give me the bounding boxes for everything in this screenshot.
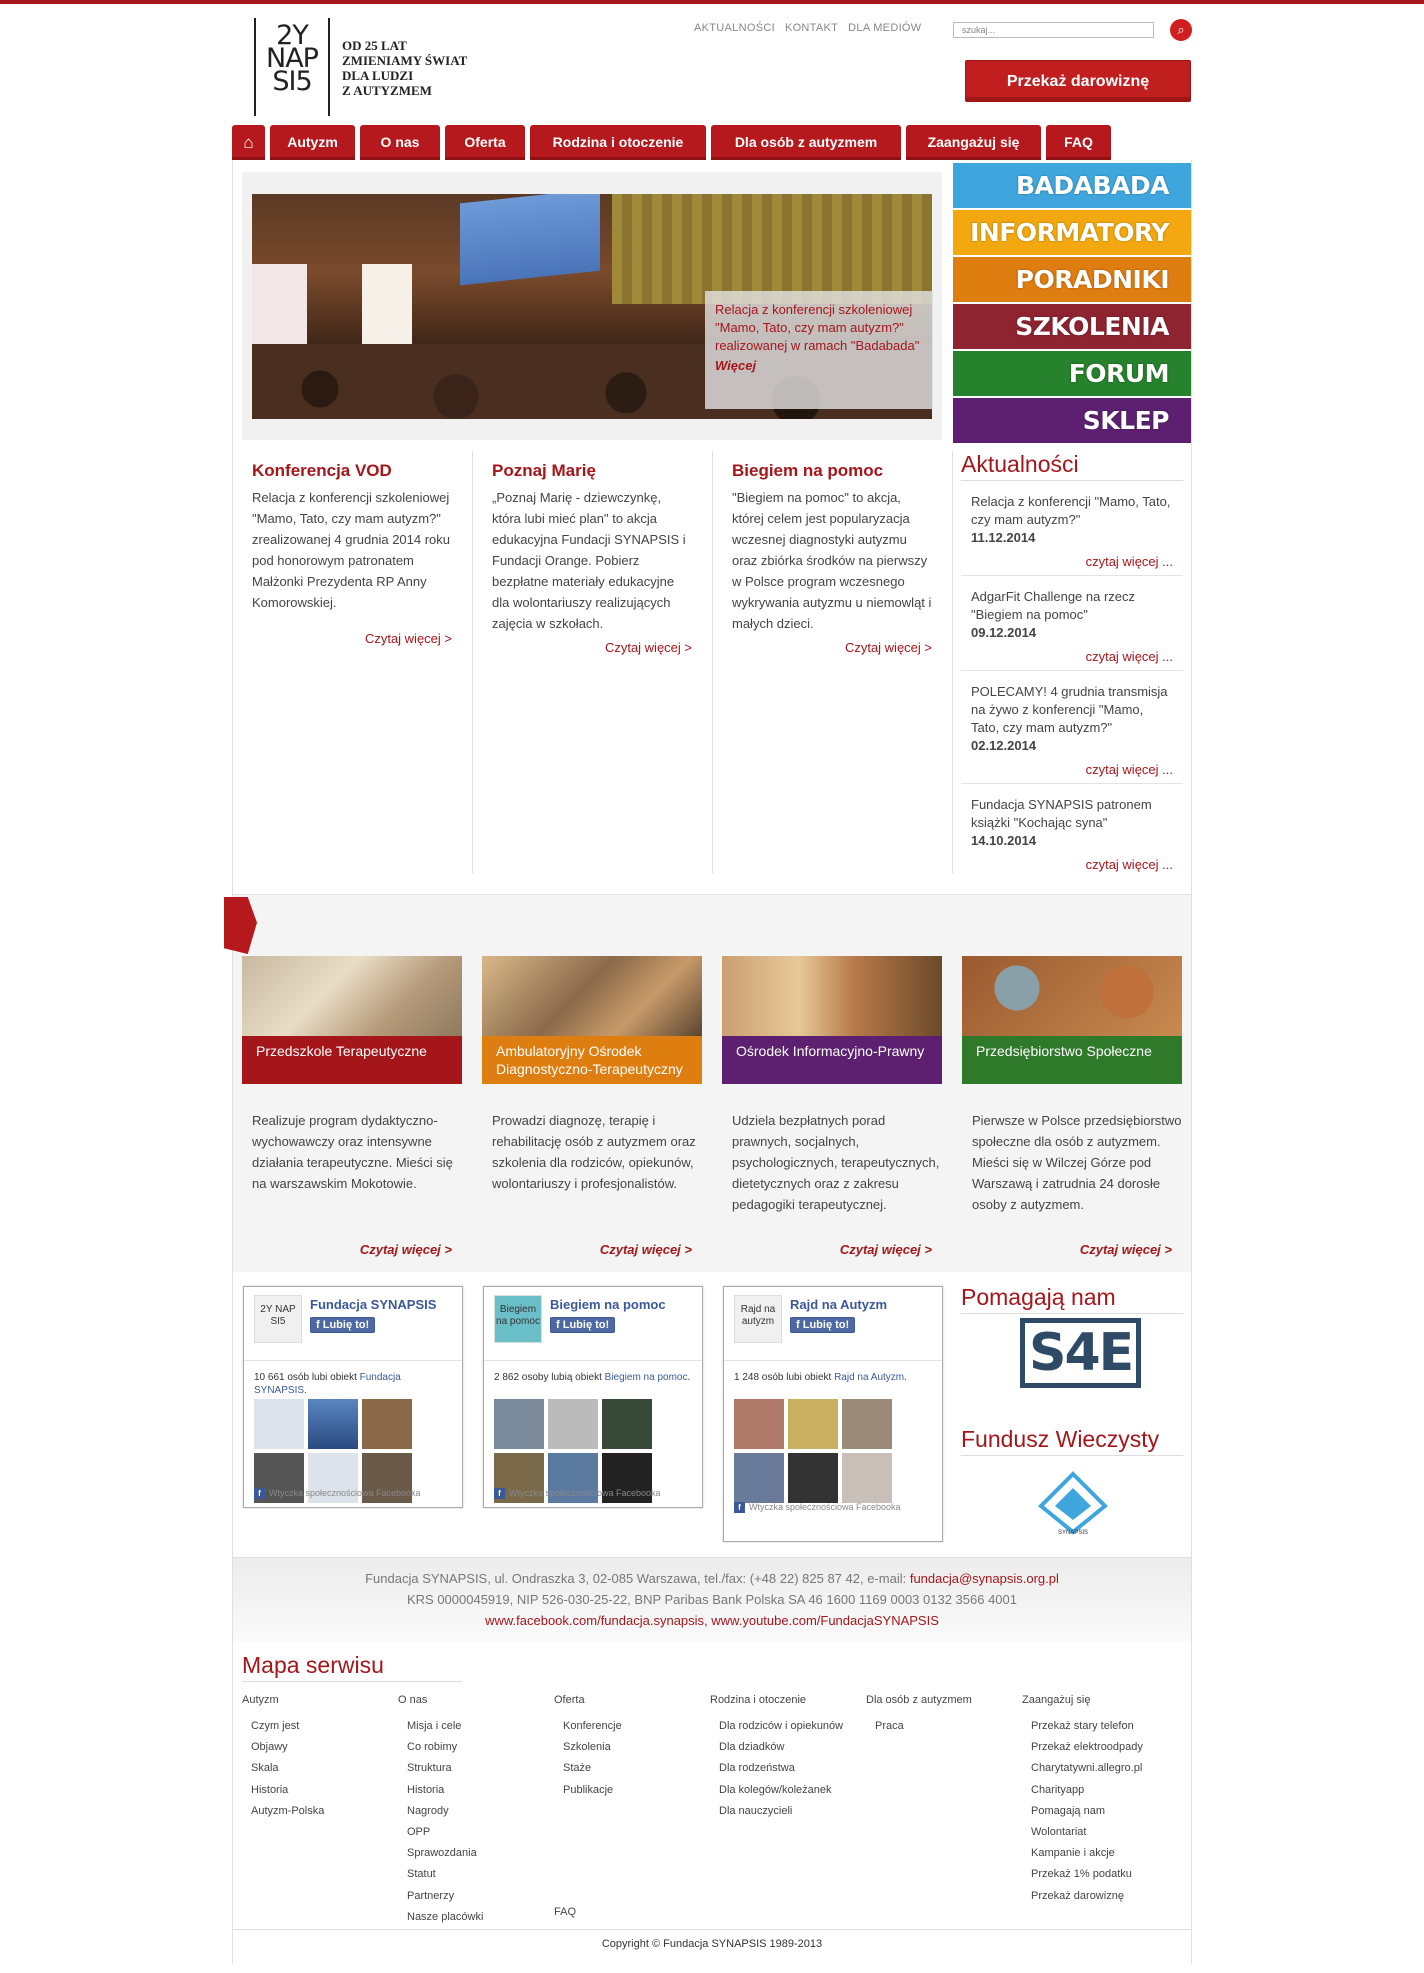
fund-block [961,1426,1183,1456]
facebook-widget-rajd [723,1286,943,1542]
hero-screen [460,194,600,285]
unit-photo[interactable] [962,956,1182,1036]
news-more-link[interactable]: czytaj więcej ... [1085,762,1173,777]
fb-face[interactable] [734,1399,784,1449]
menu-item-rodzina[interactable]: Rodzina i otoczenie [530,125,706,160]
sitemap-link[interactable]: Przekaż 1% podatku [1031,1868,1132,1881]
main-menu [232,125,1116,160]
search-button[interactable] [1170,19,1192,41]
fb-plugin-footer: f Wtyczka społecznościowa Facebooka [254,1488,421,1499]
news-date: 09.12.2014 [971,625,1037,640]
top-link-contact[interactable]: KONTAKT [784,22,839,34]
fb-like-button[interactable]: f Lubię to! [550,1317,615,1333]
sitemap-link[interactable]: Wolontariat [1031,1826,1087,1839]
sitemap-col-o-nas [398,1694,483,1928]
news-item[interactable]: POLECAMY! 4 grudnia transmisja na żywo z konferencji "Mamo, Tato, czy mam autyzm?" 02.12.2014 czytaj więcej ... [961,671,1183,784]
unit-photo[interactable] [242,956,462,1036]
unit-label[interactable]: Przedszkole Terapeutyczne [242,1036,462,1084]
column-text: „Poznaj Marię - dziewczynkę, która lubi mieć plan" to akcja edukacyjna Fundacji SYNAPSIS i Fundacji Orange. Pobierz bezpłatne materiały edukacyjne dla wolontariuszy realizujących zajęcia w szkołach. [492,490,686,631]
sitemap-heading[interactable]: FAQ [554,1906,577,1918]
fundusz-wieczysty-logo[interactable]: SYNAPSIS [1033,1470,1113,1540]
logo-tagline: OD 25 LAT ZMIENIAMY ŚWIAT DLA LUDZI Z AUTYZMEM [342,38,468,98]
donate-button[interactable]: Przekaż darowiznę [965,60,1191,102]
search-icon: ⌕ [1177,22,1185,37]
menu-item-zaangazuj[interactable]: Zaangażuj się [906,125,1041,160]
sitemap-link[interactable]: Przekaż stary telefon [1031,1720,1134,1732]
top-link-news[interactable]: AKTUALNOŚCI [694,22,775,34]
s4e-logo[interactable]: S4E [1020,1323,1141,1383]
column-biegiem [712,451,952,874]
sitemap-link[interactable]: Przekaż elektroodpady [1031,1741,1143,1754]
sitemap-link[interactable]: Dla dziadków [719,1741,785,1754]
top-nav [694,22,921,34]
hero-caption: Relacja z konferencji szkoleniowej "Mamo, Tato, czy mam autyzm?" realizowanej w ramach "Badabada" [715,302,920,353]
fb-face[interactable] [842,1453,892,1503]
facebook-widget-synapsis [243,1286,463,1508]
read-more-link[interactable]: Czytaj więcej > [599,1242,692,1257]
copyright: Copyright © Fundacja SYNAPSIS 1989-2013 [233,1929,1191,1950]
tile-informatory[interactable]: INFORMATORY [953,210,1191,255]
unit-card-osrodek-diagnostyczny [482,956,702,1257]
sitemap-link[interactable]: Dla nauczycieli [719,1804,793,1817]
sitemap-link[interactable]: Dla kolegów/koleżanek [719,1783,832,1796]
sitemap-link[interactable]: Publikacje [563,1783,614,1796]
column-title[interactable]: Biegiem na pomoc [732,461,884,480]
sitemap-col-zaangazuj [1022,1694,1143,1907]
fb-face[interactable] [362,1399,412,1449]
sitemap-col-rodzina [710,1694,843,1822]
sitemap-link[interactable]: Sprawozdania [407,1847,477,1860]
footer-contact: Fundacja SYNAPSIS, ul. Ondraszka 3, 02-085 Warszawa, tel./fax: (+48 22) 825 87 42, e-mail: fundacja@synapsis.org.pl KRS 0000045919, NIP 526-030-25-22, BNP Paribas Bank Polska SA 46 1600 1169 0003 0132 3566 4001 www.facebook.com/fundacja.synapsis, www.youtube.com/FundacjaSYNAPSIS [233,1557,1191,1641]
sitemap-link[interactable]: Co robimy [407,1741,458,1754]
fb-face[interactable] [308,1399,358,1449]
column-konferencja [232,451,472,874]
fb-avatar[interactable]: Biegiem na pomoc [494,1295,542,1343]
menu-item-faq[interactable]: FAQ [1046,125,1111,160]
sitemap-link[interactable]: Partnerzy [407,1889,455,1902]
fund-title: Fundusz Wieczysty [961,1426,1183,1456]
facebook-widget-biegiem [483,1286,703,1508]
news-more-link[interactable]: czytaj więcej ... [1085,857,1173,872]
column-title[interactable]: Konferencja VOD [252,461,392,480]
sitemap-link[interactable]: Historia [251,1783,289,1796]
fb-plugin-footer: f Wtyczka społecznościowa Facebooka [494,1488,661,1499]
fb-like-count: 2 862 osoby lubią obiekt Biegiem na pomoc. [494,1372,691,1383]
footer-youtube-link[interactable]: www.youtube.com/FundacjaSYNAPSIS [711,1613,939,1628]
read-more-link[interactable]: Czytaj więcej > [839,1242,932,1257]
column-title[interactable]: Poznaj Marię [492,461,596,480]
sitemap-link[interactable]: Przekaż darowiznę [1031,1889,1124,1902]
fb-face[interactable] [494,1399,544,1449]
sitemap-link[interactable]: Skala [251,1762,279,1775]
sitemap-heading[interactable]: Zaangażuj się [1022,1694,1091,1706]
column-text: "Biegiem na pomoc" to akcja, której celem jest popularyzacja wczesnej diagnostyki autyzmu oraz zbiórka środków na pierwszy w Polsce program wczesnego wykrywania autyzmu u niemowląt i małych dzieci. [732,490,932,631]
unit-card-przedsiebiorstwo [962,956,1182,1257]
news-date: 14.10.2014 [971,833,1037,848]
unit-card-przedszkole [242,956,462,1257]
sitemap-link[interactable]: Staże [563,1762,592,1775]
tile-badabada[interactable]: BADABADA [953,163,1191,208]
tile-forum[interactable]: FORUM [953,351,1191,396]
search-input[interactable]: szukaj... [953,22,1154,38]
sitemap-link[interactable]: Objawy [251,1741,288,1754]
footer-bank-info: KRS 0000045919, NIP 526-030-25-22, BNP Paribas Bank Polska SA 46 1600 1169 0003 0132 3566 4001 [406,1592,1018,1607]
sitemap-link[interactable]: Statut [407,1868,436,1881]
column-poznaj-marie [472,451,712,874]
sitemap-link[interactable]: Misja i cele [407,1720,462,1732]
tile-poradniki[interactable]: PORADNIKI [953,257,1191,302]
read-more-link[interactable]: Czytaj więcej > [364,631,452,646]
news-sidebar [961,451,1183,878]
unit-text: Realizuje program dydaktyczno-wychowawczy oraz intensywne działania terapeutyczne. Mieści się na warszawskim Mokotowie. [252,1113,453,1191]
read-more-link[interactable]: Czytaj więcej > [604,640,692,655]
sitemap-link[interactable]: Charytatywni.allegro.pl [1031,1762,1143,1775]
tile-szkolenia[interactable]: SZKOLENIA [953,304,1191,349]
sitemap-faq [554,1906,576,1918]
facebook-icon: f [796,1319,803,1331]
fb-avatar[interactable]: Rajd na autyzm [734,1295,782,1343]
hero-curtain [612,194,932,304]
sitemap-link[interactable]: Pomagają nam [1031,1804,1105,1817]
sitemap-link[interactable]: Dla rodziców i opiekunów [719,1720,844,1732]
news-more-link[interactable]: czytaj więcej ... [1085,554,1173,569]
sitemap-heading[interactable]: Autyzm [242,1694,279,1706]
sitemap [242,1652,462,1682]
unit-card-osrodek-prawny [722,956,942,1257]
sitemap-link[interactable]: Dla rodzeństwa [719,1762,795,1775]
fb-face[interactable] [788,1399,838,1449]
logo[interactable] [254,18,474,116]
tile-sklep[interactable]: SKLEP [953,398,1191,443]
sitemap-heading[interactable]: Oferta [554,1694,585,1706]
hero-more-link[interactable]: Więcej [715,358,757,373]
fb-like-count: 1 248 osób lubi obiekt Rajd na Autyzm. [734,1372,907,1383]
fb-like-count: 10 661 osób lubi obiekt Fundacja SYNAPSIS. [254,1372,401,1396]
sitemap-heading[interactable]: Dla osób z autyzmem [866,1694,972,1706]
sitemap-link[interactable]: Autyzm-Polska [251,1804,325,1817]
sitemap-link[interactable]: OPP [407,1826,431,1839]
fb-page-name[interactable]: Biegiem na pomoc [550,1297,666,1312]
fb-face[interactable] [734,1453,784,1503]
sitemap-link[interactable]: Struktura [407,1762,452,1775]
facebook-icon: f [316,1319,323,1331]
menu-item-oferta[interactable]: Oferta [445,125,525,160]
news-date: 11.12.2014 [971,530,1036,545]
unit-text: Prowadzi diagnozę, terapię i rehabilitację osób z autyzmem oraz szkolenia dla rodziców, opiekunów, wolontariuszy i profesjonalistów. [492,1113,696,1191]
read-more-link[interactable]: Czytaj więcej > [359,1242,452,1257]
unit-text: Pierwsze w Polsce przedsiębiorstwo społeczne dla osób z autyzmem. Mieści się w Wilczej Górze pod Warszawą i zatrudnia 24 dorosłe osoby z autyzmem. [972,1113,1182,1212]
unit-label[interactable]: Ośrodek Informacyjno-Prawny [722,1036,942,1084]
fb-face[interactable] [254,1399,304,1449]
footer-facebook-link[interactable]: www.facebook.com/fundacja.synapsis [485,1613,705,1628]
sitemap-heading[interactable]: O nas [398,1694,428,1706]
sitemap-link[interactable]: Czym jest [251,1720,300,1732]
fb-avatar[interactable]: 2Y NAP SI5 [254,1295,302,1343]
home-icon[interactable]: ⌂ [232,125,265,160]
sitemap-col-oferta [554,1694,622,1801]
news-item[interactable]: AdgarFit Challenge na rzecz "Biegiem na pomoc" 09.12.2014 czytaj więcej ... [961,576,1183,671]
read-more-link[interactable]: Czytaj więcej > [844,640,932,655]
read-more-link[interactable]: Czytaj więcej > [1079,1242,1172,1257]
fb-page-name[interactable]: Fundacja SYNAPSIS [310,1297,437,1312]
unit-text: Udziela bezpłatnych porad prawnych, socjalnych, psychologicznych, terapeutycznych, dietetycznych oraz z zakresu pedagogiki terapeutycznej. [732,1113,940,1212]
column-divider [952,451,953,874]
unit-photo[interactable] [482,956,702,1036]
unit-label[interactable]: Przedsiębiorstwo Społeczne [962,1036,1182,1084]
facebook-icon: f [556,1319,563,1331]
news-more-link[interactable]: czytaj więcej ... [1085,649,1173,664]
sitemap-link[interactable]: Historia [407,1783,445,1796]
logo-mark: 2Y NAP SI5 [254,18,330,116]
fb-faces [724,1397,914,1505]
sitemap-heading[interactable]: Rodzina i otoczenie [710,1694,807,1706]
news-item[interactable]: Fundacja SYNAPSIS patronem książki "Kochając syna" 14.10.2014 czytaj więcej ... [961,784,1183,878]
sitemap-link[interactable]: Konferencje [563,1720,622,1732]
partners-title: Pomagają nam [961,1284,1183,1314]
unit-label[interactable]: Ambulatoryjny Ośrodek Diagnostyczno-Terapeutyczny [482,1036,702,1084]
fb-like-button[interactable]: f Lubię to! [310,1317,375,1333]
menu-item-o-nas[interactable]: O nas [360,125,440,160]
fb-face[interactable] [602,1399,652,1449]
sitemap-link[interactable]: Charityapp [1031,1783,1085,1796]
footer-email-link[interactable]: fundacja@synapsis.org.pl [909,1571,1059,1586]
partners-block [961,1284,1183,1314]
sitemap-title: Mapa serwisu [242,1652,462,1682]
fb-face[interactable] [548,1399,598,1449]
fb-face[interactable] [842,1399,892,1449]
fb-plugin-footer: f Wtyczka społecznościowa Facebooka [734,1502,901,1513]
sitemap-link[interactable]: Nasze placówki [407,1910,484,1923]
news-title: Aktualności [961,451,1183,481]
news-date: 02.12.2014 [971,738,1037,753]
menu-item-autyzm[interactable]: Autyzm [270,125,355,160]
column-text: Relacja z konferencji szkoleniowej "Mamo, Tato, czy mam autyzm?" zrealizowanej 4 grudnia 2014 roku pod honorowym patronatem Małżonki Prezydenta RP Anny Komorowskiej. [252,490,451,610]
fb-face[interactable] [788,1453,838,1503]
unit-photo[interactable] [722,956,942,1036]
hero-caption-box[interactable] [705,291,933,409]
top-link-media[interactable]: DLA MEDIÓW [848,22,922,34]
sitemap-col-dla-osob [866,1694,972,1737]
fb-like-button[interactable]: f Lubię to! [790,1317,855,1333]
sitemap-link[interactable]: Szkolenia [563,1741,611,1754]
news-item[interactable]: Relacja z konferencji "Mamo, Tato, czy mam autyzm?" 11.12.2014 czytaj więcej ... [961,481,1183,576]
sitemap-link[interactable]: Praca [875,1720,904,1732]
fb-page-name[interactable]: Rajd na Autyzm [790,1297,888,1312]
sitemap-col-autyzm [242,1694,324,1822]
sitemap-link[interactable]: Nagrody [407,1804,449,1817]
sitemap-link[interactable]: Kampanie i akcje [1031,1847,1115,1860]
menu-item-dla-osob[interactable]: Dla osób z autyzmem [711,125,901,160]
